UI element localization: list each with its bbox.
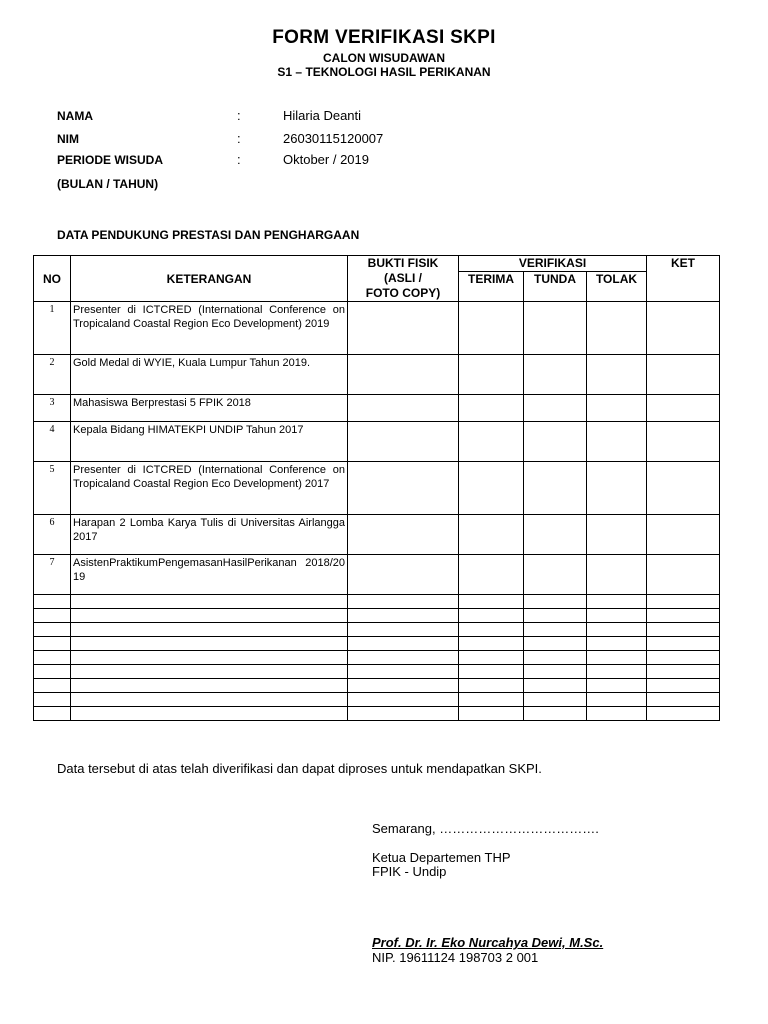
signatory-name: Prof. Dr. Ir. Eko Nurcahya Dewi, M.Sc.	[372, 935, 604, 950]
bukti-line-3: FOTO COPY)	[365, 286, 441, 300]
cell-bukti	[348, 422, 459, 462]
cell-terima	[459, 555, 524, 595]
signature-place-date: Semarang, ……………………………….	[372, 821, 599, 836]
empty-row	[34, 651, 720, 665]
empty-row	[34, 693, 720, 707]
cell-bukti	[348, 462, 459, 515]
cell-ket	[647, 555, 720, 595]
table-row	[34, 355, 720, 395]
cell-tolak	[587, 515, 647, 555]
nama-value: Hilaria Deanti	[283, 108, 362, 123]
signature-position: Ketua Departemen THP	[372, 850, 511, 865]
cell-ket	[647, 355, 720, 395]
cell-tunda	[524, 515, 587, 555]
nama-colon: :	[237, 108, 241, 123]
cell-tolak	[587, 355, 647, 395]
cell-tunda	[524, 355, 587, 395]
table-row	[34, 462, 720, 515]
cell-bukti	[348, 355, 459, 395]
cell-bukti	[348, 515, 459, 555]
periode-colon: :	[237, 152, 241, 167]
cell-ket	[647, 422, 720, 462]
bukti-line-2: (ASLI /	[384, 271, 422, 285]
signatory-nip: NIP. 19611124 198703 2 001	[372, 950, 539, 965]
cell-bukti	[348, 555, 459, 595]
col-header-terima: TERIMA	[459, 272, 524, 302]
table-row	[34, 395, 720, 422]
cell-tolak	[587, 462, 647, 515]
row-no: 1	[34, 302, 71, 355]
row-no: 3	[34, 395, 71, 422]
table-row	[34, 555, 720, 595]
table-row	[34, 422, 720, 462]
row-no: 5	[34, 462, 71, 515]
verification-note: Data tersebut di atas telah diverifikasi dan dapat diproses untuk mendapatkan SKPI.	[57, 761, 542, 776]
nama-label: NAMA	[57, 109, 93, 123]
empty-row	[34, 609, 720, 623]
col-header-no: NO	[34, 256, 71, 302]
col-header-tunda: TUNDA	[524, 272, 587, 302]
table-row	[34, 515, 720, 555]
cell-ket	[647, 462, 720, 515]
cell-terima	[459, 355, 524, 395]
form-program: S1 – TEKNOLOGI HASIL PERIKANAN	[277, 65, 491, 79]
empty-row	[34, 623, 720, 637]
row-desc: Presenter di ICTCRED (International Conference on Tropicaland Coastal Region Eco Development) 2017	[71, 462, 348, 515]
verification-table	[33, 255, 720, 721]
empty-row	[34, 665, 720, 679]
row-desc: AsistenPraktikumPengemasanHasilPerikanan 2018/2019	[71, 555, 348, 595]
row-desc: Kepala Bidang HIMATEKPI UNDIP Tahun 2017	[71, 422, 348, 462]
cell-ket	[647, 395, 720, 422]
cell-tolak	[587, 302, 647, 355]
periode-label: PERIODE WISUDA	[57, 153, 164, 167]
empty-row	[34, 595, 720, 609]
empty-row	[34, 707, 720, 721]
cell-terima	[459, 302, 524, 355]
col-header-keterangan: KETERANGAN	[71, 256, 348, 302]
cell-terima	[459, 515, 524, 555]
nim-colon: :	[237, 131, 241, 146]
table-row	[34, 302, 720, 355]
row-desc: Harapan 2 Lomba Karya Tulis di Universitas Airlangga 2017	[71, 515, 348, 555]
cell-terima	[459, 462, 524, 515]
section-heading: DATA PENDUKUNG PRESTASI DAN PENGHARGAAN	[57, 228, 360, 242]
form-subtitle: CALON WISUDAWAN	[323, 51, 445, 65]
row-no: 7	[34, 555, 71, 595]
nim-label: NIM	[57, 132, 79, 146]
empty-row	[34, 637, 720, 651]
col-header-ket: KET	[647, 256, 720, 302]
col-header-tolak: TOLAK	[587, 272, 647, 302]
periode-value: Oktober / 2019	[283, 152, 369, 167]
signature-faculty: FPIK - Undip	[372, 864, 447, 879]
form-title: FORM VERIFIKASI SKPI	[272, 27, 496, 48]
cell-tunda	[524, 555, 587, 595]
cell-tolak	[587, 422, 647, 462]
cell-tunda	[524, 422, 587, 462]
cell-tolak	[587, 395, 647, 422]
cell-tunda	[524, 462, 587, 515]
cell-tunda	[524, 302, 587, 355]
cell-ket	[647, 302, 720, 355]
col-header-bukti	[348, 256, 459, 302]
row-no: 4	[34, 422, 71, 462]
cell-tunda	[524, 395, 587, 422]
row-desc: Gold Medal di WYIE, Kuala Lumpur Tahun 2019.	[71, 355, 348, 395]
bukti-line-1: BUKTI FISIK	[367, 256, 439, 270]
cell-tolak	[587, 555, 647, 595]
periode-sublabel: (BULAN / TAHUN)	[57, 177, 159, 191]
row-desc: Presenter di ICTCRED (International Conference on Tropicaland Coastal Region Eco Development) 2019	[71, 302, 348, 355]
empty-row	[34, 679, 720, 693]
cell-ket	[647, 515, 720, 555]
row-no: 6	[34, 515, 71, 555]
row-no: 2	[34, 355, 71, 395]
row-desc: Mahasiswa Berprestasi 5 FPIK 2018	[71, 395, 348, 422]
cell-terima	[459, 395, 524, 422]
nim-value: 26030115120007	[283, 131, 384, 146]
cell-terima	[459, 422, 524, 462]
col-header-verifikasi: VERIFIKASI	[459, 256, 647, 272]
cell-bukti	[348, 302, 459, 355]
cell-bukti	[348, 395, 459, 422]
